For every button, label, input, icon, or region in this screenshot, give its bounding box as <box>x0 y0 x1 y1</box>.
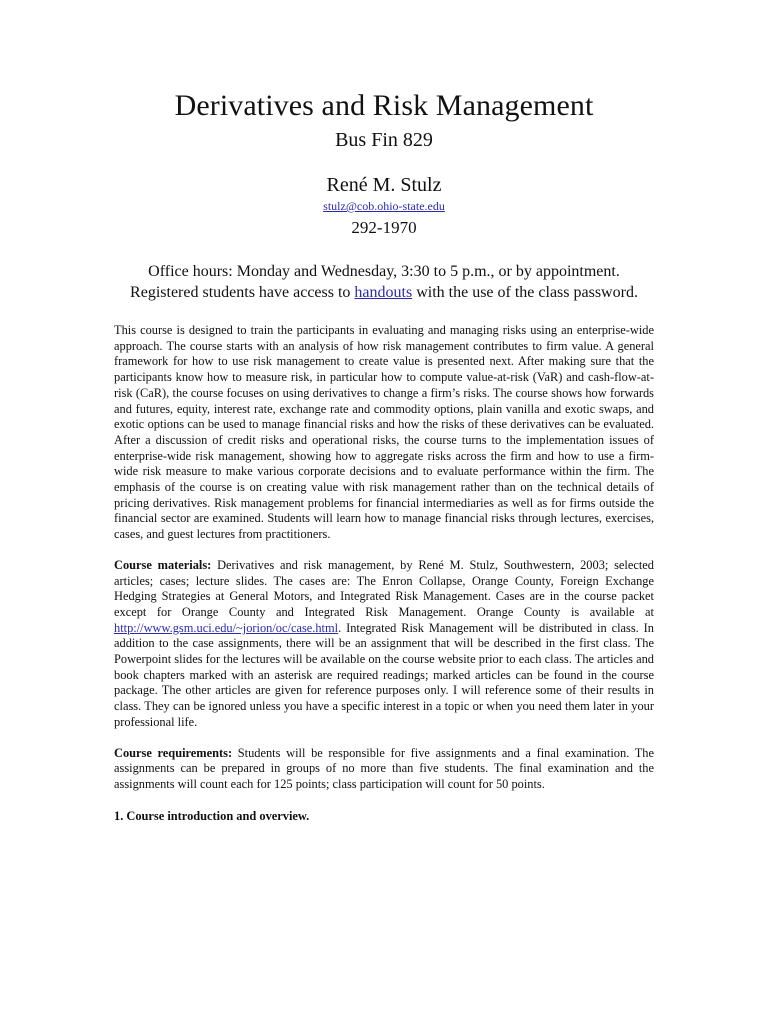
course-materials-paragraph <box>114 558 654 731</box>
handouts-access-before: Registered students have access to <box>130 284 355 301</box>
course-code: Bus Fin 829 <box>335 129 433 151</box>
document-header <box>114 0 654 303</box>
course-materials-label: Course materials: <box>114 557 212 572</box>
course-requirements-text: Students will be responsible for five assignments and a final examination. The assignments can be prepared in groups of no more than five students. The final examination and the assignments will count each for 125 points; class participation will count for 50 points. <box>114 745 654 791</box>
instructor-email-link[interactable]: stulz@cob.ohio-state.edu <box>323 199 445 213</box>
office-hours-text: Office hours: Monday and Wednesday, 3:30 to 5 p.m., or by appointment. <box>148 263 620 280</box>
course-title: Derivatives and Risk Management <box>174 89 594 122</box>
handouts-access-text <box>114 282 654 303</box>
orange-county-case-link[interactable]: http://www.gsm.uci.edu/~jorion/oc/case.html <box>114 620 339 635</box>
course-materials-text-after: . Integrated Risk Management will be distributed in class. In addition to the case assignments, there will be an assignment that will be described in the first class. The Powerpoint slides for the lectures will be available on the course website prior to each class. The articles and book chapters marked with an asterisk are required readings; marked articles can be found in the course package. The other articles are given for reference purposes only. I will reference some of their results in class. They can be ignored unless you have a specific interest in a topic or when you need them later in your professional life. <box>114 620 654 729</box>
instructor-phone: 292-1970 <box>351 218 417 237</box>
course-materials-text-before: Derivatives and risk management, by René M. Stulz, Southwestern, 2003; selected articles; cases; lecture slides. The cases are: The Enron Collapse, Orange County, Foreign Exchange Hedging Strategies at General Motors, and Integrated Risk Management. Cases are in the course packet except for Orange County and Integrated Risk Management. Orange County is available at <box>114 557 655 619</box>
handouts-link[interactable]: handouts <box>354 284 413 301</box>
handouts-access-after: with the use of the class password. <box>412 284 638 301</box>
instructor-name: René M. Stulz <box>326 174 442 196</box>
section-heading-1: 1. Course introduction and overview. <box>114 808 310 823</box>
course-requirements-paragraph <box>114 746 654 793</box>
course-requirements-label: Course requirements: <box>114 745 233 760</box>
course-description: This course is designed to train the participants in evaluating and managing risks using an enterprise-wide approach. The course starts with an analysis of how risk management contributes to firm value. A general framework for how to use risk management to create value is presented next. After making sure that the participants know how to measure risk, in particular how to compute value-at-risk (VaR) and cash-flow-at-risk (CaR), the course focuses on using derivatives to change a firm’s risks. The course shows how forwards and futures, equity, interest rate, exchange rate and commodity options, plain vanilla and exotic swaps, and exotic options can be used to manage financial risks and how the risks of these derivatives can be evaluated. After a discussion of credit risks and operational risks, the course turns to the implementation issues of enterprise-wide risk management, showing how to aggregate risks across the firm and how to use a firm-wide risk measure to make various corporate decisions and to evaluate performance within the firm. The emphasis of the course is on creating value with risk management rather than on the technical details of pricing derivatives. Risk management problems for financial intermediaries as well as for firms outside the financial sector are examined. Students will learn how to manage financial risks through lectures, exercises, cases, and guest lectures from practitioners. <box>114 323 654 542</box>
office-hours-block <box>114 261 654 303</box>
